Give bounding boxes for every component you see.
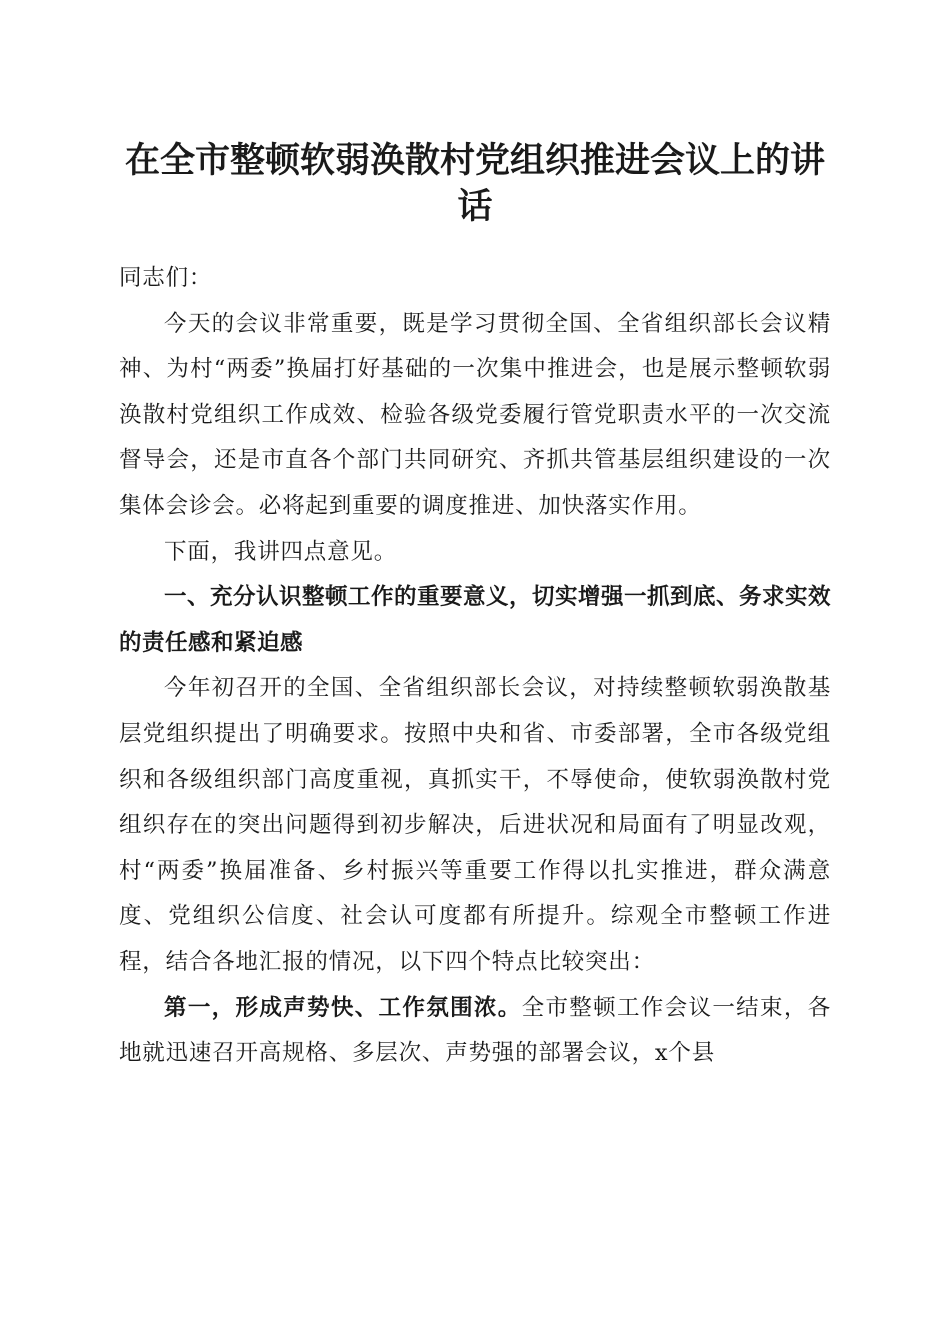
- paragraph-intro: 下面，我讲四点意见。: [164, 538, 398, 565]
- salutation: 同志们：: [119, 265, 213, 291]
- point1-lead: 第一，形成声势快、工作氛围浓。: [164, 994, 522, 1021]
- point1-text: 全市整顿工作会议一结束，各地就迅速召开高规格、多层次、声势强的部署会议，x个县: [119, 994, 831, 1067]
- document-title: 在全市整顿软弱涣散村党组织推进会议上的讲话: [124, 140, 825, 227]
- paragraph-point1: [119, 986, 831, 1077]
- document-body: [119, 256, 831, 1077]
- section-heading-1: 一、充分认识整顿工作的重要意义，切实增强一抓到底、务求实效的责任感和紧迫感: [119, 584, 832, 656]
- paragraph-opening: 今天的会议非常重要，既是学习贯彻全国、全省组织部长会议精神、为村“两委”换届打好基础的一次集中推进会，也是展示整顿软弱涣散村党组织工作成效、检验各级党委履行管党职责水平的一次交流督导会，还是市直各个部门共同研究、齐抓共管基层组织建设的一次集体会诊会。必将起到重要的调度推进、加快落实作用。: [119, 310, 831, 519]
- paragraph-section1: 今年初召开的全国、全省组织部长会议，对持续整顿软弱涣散基层党组织提出了明确要求。按照中央和省、市委部署，全市各级党组织和各级组织部门高度重视，真抓实干，不辱使命，使软弱涣散村党组织存在的突出问题得到初步解决，后进状况和局面有了明显改观，村“两委”换届准备、乡村振兴等重要工作得以扎实推进，群众满意度、党组织公信度、社会认可度都有所提升。综观全市整顿工作进程，结合各地汇报的情况，以下四个特点比较突出：: [119, 675, 831, 975]
